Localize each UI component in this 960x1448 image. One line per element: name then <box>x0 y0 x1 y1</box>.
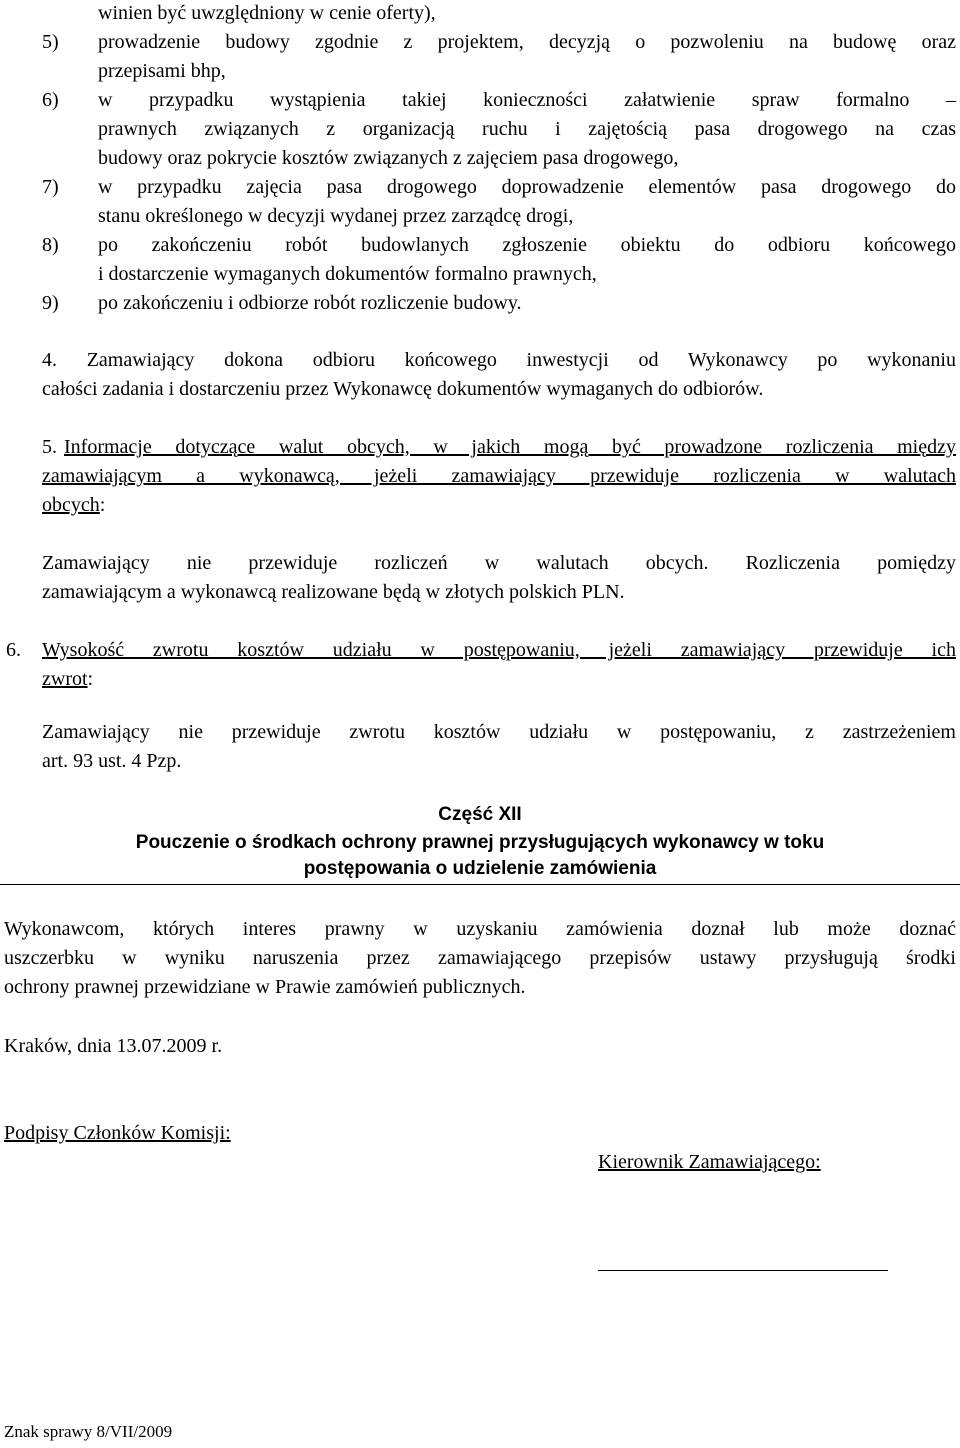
list-item-line: i dostarczenie wymaganych dokumentów formalno prawnych, <box>98 263 597 285</box>
section-body-line: art. 93 ust. 4 Pzp. <box>42 750 182 772</box>
section-4-line: całości zadania i dostarczeniu przez Wykonawcę dokumentów wymaganych do odbiorów. <box>42 378 764 400</box>
section-heading-line: Wysokość zwrotu kosztów udziału w postępowaniu, jeżeli zamawiający przewiduje ich <box>42 639 956 661</box>
section-heading-line: zwrot: <box>42 668 94 690</box>
list-continuation-text: winien być uwzględniony w cenie oferty), <box>98 2 436 24</box>
section-body-line: Zamawiający nie przewiduje rozliczeń w walutach obcych. Rozliczenia pomiędzy <box>42 552 956 574</box>
list-item-line: prowadzenie budowy zgodnie z projektem, decyzją o pozwoleniu na budowę oraz <box>98 31 956 53</box>
list-item-number: 5) <box>42 31 59 53</box>
list-item-line: stanu określonego w decyzji wydanej przez zarządcę drogi, <box>98 205 574 227</box>
section-body-line: Zamawiający nie przewiduje zwrotu kosztów udziału w postępowaniu, z zastrzeżeniem <box>42 721 956 743</box>
signature-line <box>598 1270 888 1271</box>
place-date: Kraków, dnia 13.07.2009 r. <box>4 1035 223 1057</box>
part-title: Część XII <box>438 804 522 825</box>
list-item-line: budowy oraz pokrycie kosztów związanych z zajęciem pasa drogowego, <box>98 147 679 169</box>
list-item-number: 7) <box>42 176 59 198</box>
remedies-line: Wykonawcom, których interes prawny w uzyskaniu zamówienia doznał lub może doznać <box>4 918 956 940</box>
list-item-line: po zakończeniu i odbiorze robót rozliczenie budowy. <box>98 292 522 314</box>
part-subtitle-line: Pouczenie o środkach ochrony prawnej przysługujących wykonawcy w toku <box>135 832 825 853</box>
list-item-line: prawnych związanych z organizacją ruchu i zajętością pasa drogowego na czas <box>98 118 956 140</box>
section-heading-line: zamawiającym a wykonawcą, jeżeli zamawiający przewiduje rozliczenia w walutach <box>42 465 956 487</box>
head-signature-label: Kierownik Zamawiającego: <box>598 1151 821 1173</box>
list-item-number: 9) <box>42 292 59 314</box>
section-heading-line: obcych: <box>42 494 106 516</box>
section-number: 5. <box>42 436 57 458</box>
list-item-line: po zakończeniu robót budowlanych zgłoszenie obiektu do odbioru końcowego <box>98 234 956 256</box>
remedies-line: uszczerbku w wyniku naruszenia przez zamawiającego przepisów ustawy przysługują środki <box>4 947 956 969</box>
section-heading-line: Informacje dotyczące walut obcych, w jakich mogą być prowadzone rozliczenia między <box>64 436 956 458</box>
section-divider <box>0 884 960 885</box>
section-body-line: zamawiającym a wykonawcą realizowane będą w złotych polskich PLN. <box>42 581 625 603</box>
list-item-number: 6) <box>42 89 59 111</box>
section-number: 6. <box>6 639 21 661</box>
case-number: Znak sprawy 8/VII/2009 <box>4 1422 173 1441</box>
section-4-line: 4. Zamawiający dokona odbioru końcowego inwestycji od Wykonawcy po wykonaniu <box>42 349 956 371</box>
remedies-line: ochrony prawnej przewidziane w Prawie zamówień publicznych. <box>4 976 526 998</box>
list-item-line: przepisami bhp, <box>98 60 226 82</box>
list-item-line: w przypadku zajęcia pasa drogowego doprowadzenie elementów pasa drogowego do <box>98 176 956 198</box>
list-item-number: 8) <box>42 234 59 256</box>
part-subtitle-line: postępowania o udzielenie zamówienia <box>303 858 657 879</box>
list-item-line: w przypadku wystąpienia takiej konieczności załatwienie spraw formalno – <box>98 89 956 111</box>
committee-signatures-label: Podpisy Członków Komisji: <box>4 1122 231 1144</box>
